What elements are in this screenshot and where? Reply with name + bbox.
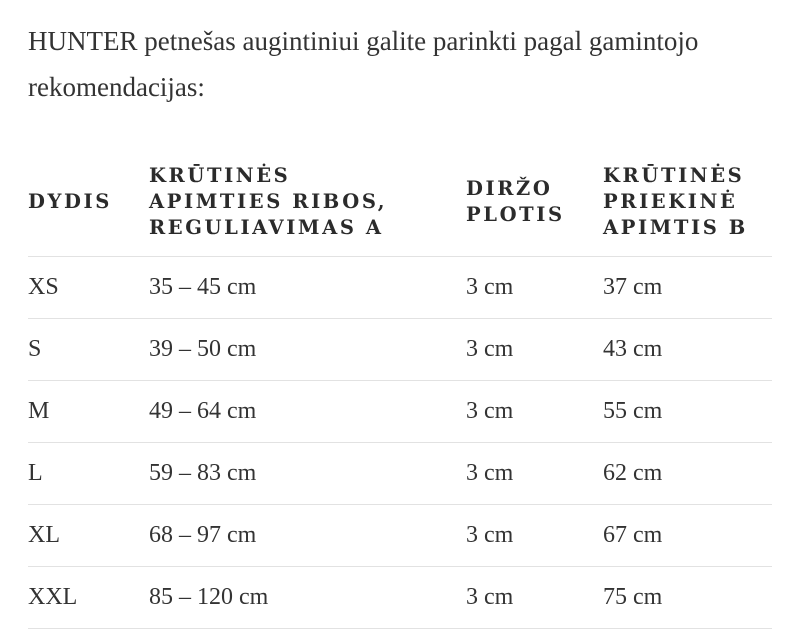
- cell-strap-width: 3 cm: [466, 381, 603, 443]
- table-row: [28, 381, 772, 443]
- header-front-chest: KRŪTINĖS PRIEKINĖ APIMTIS B: [603, 152, 772, 257]
- table-row: [28, 505, 772, 567]
- header-size: DYDIS: [28, 152, 149, 257]
- cell-chest-range: 68 – 97 cm: [149, 505, 466, 567]
- cell-strap-width: 3 cm: [466, 443, 603, 505]
- cell-size: L: [28, 443, 149, 505]
- cell-strap-width: 3 cm: [466, 319, 603, 381]
- cell-front-chest: 62 cm: [603, 443, 772, 505]
- cell-front-chest: 75 cm: [603, 567, 772, 629]
- cell-chest-range: 35 – 45 cm: [149, 257, 466, 319]
- cell-chest-range: 59 – 83 cm: [149, 443, 466, 505]
- cell-chest-range: 85 – 120 cm: [149, 567, 466, 629]
- table-row: [28, 567, 772, 629]
- cell-size: XS: [28, 257, 149, 319]
- cell-size: S: [28, 319, 149, 381]
- intro-paragraph: HUNTER petnešas augintiniui galite parinkti pagal gamintojo rekomendacijas:: [28, 26, 699, 102]
- cell-front-chest: 37 cm: [603, 257, 772, 319]
- cell-front-chest: 67 cm: [603, 505, 772, 567]
- cell-size: M: [28, 381, 149, 443]
- cell-strap-width: 3 cm: [466, 505, 603, 567]
- cell-size: XXL: [28, 567, 149, 629]
- cell-chest-range: 49 – 64 cm: [149, 381, 466, 443]
- cell-size: XL: [28, 505, 149, 567]
- cell-front-chest: 43 cm: [603, 319, 772, 381]
- cell-front-chest: 55 cm: [603, 381, 772, 443]
- cell-strap-width: 3 cm: [466, 257, 603, 319]
- size-table: [28, 152, 772, 629]
- table-header-row: [28, 152, 772, 257]
- table-row: [28, 443, 772, 505]
- cell-chest-range: 39 – 50 cm: [149, 319, 466, 381]
- header-strap-width: DIRŽO PLOTIS: [466, 152, 603, 257]
- table-row: [28, 257, 772, 319]
- header-chest-range: KRŪTINĖS APIMTIES RIBOS, REGULIAVIMAS A: [149, 152, 466, 257]
- cell-strap-width: 3 cm: [466, 567, 603, 629]
- table-row: [28, 319, 772, 381]
